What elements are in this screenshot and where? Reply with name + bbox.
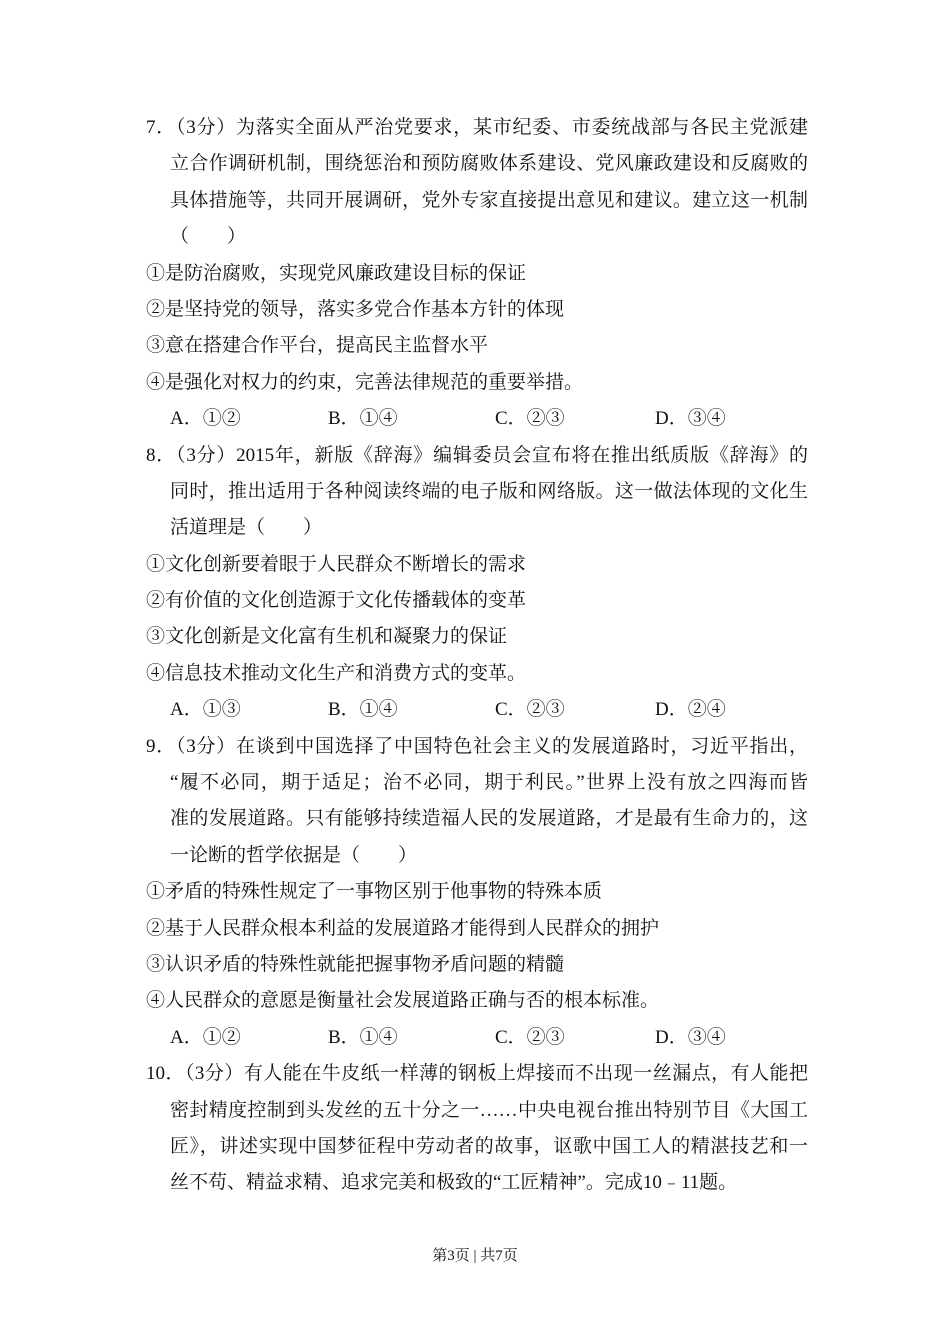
question-8 bbox=[146, 438, 808, 729]
question-text: 准的发展道路。只有能够持续造福人民的发展道路，才是最有生命力的，这 bbox=[170, 808, 808, 830]
question-9 bbox=[146, 729, 808, 1057]
statement: ①文化创新要着眼于人民群众不断增长的需求 bbox=[146, 553, 527, 575]
statement: ③文化创新是文化富有生机和凝聚力的保证 bbox=[146, 626, 508, 648]
answer-options bbox=[146, 401, 808, 437]
statement: ④信息技术推动文化生产和消费方式的变革。 bbox=[146, 662, 527, 684]
option-d: D．②④ bbox=[655, 699, 726, 721]
answer-options bbox=[146, 1020, 808, 1056]
statement: ③认识矛盾的特殊性就能把握事物矛盾问题的精髓 bbox=[146, 953, 565, 975]
option-d: D．③④ bbox=[655, 408, 726, 430]
document-body bbox=[146, 110, 808, 1202]
question-text: 10．（3分）有人能在牛皮纸一样薄的钢板上焊接而不出现一丝漏点，有人能把 bbox=[146, 1063, 808, 1085]
option-a: A．①② bbox=[170, 1026, 241, 1048]
option-c: C．②③ bbox=[495, 408, 565, 430]
statement: ③意在搭建合作平台，提高民主监督水平 bbox=[146, 335, 489, 357]
option-a: A．①③ bbox=[170, 699, 241, 721]
statement: ④是强化对权力的约束，完善法律规范的重要举措。 bbox=[146, 371, 584, 393]
page-footer: 第3页 | 共7页 bbox=[432, 1248, 518, 1264]
question-text: 密封精度控制到头发丝的五十分之一……中央电视台推出特别节目《大国工 bbox=[170, 1099, 808, 1121]
question-text: 9．（3分）在谈到中国选择了中国特色社会主义的发展道路时，习近平指出， bbox=[146, 735, 808, 757]
statement: ②是坚持党的领导，落实多党合作基本方针的体现 bbox=[146, 298, 565, 320]
option-a: A．①② bbox=[170, 408, 241, 430]
answer-blank: （ ） bbox=[170, 226, 247, 248]
question-text: 一论断的哲学依据是（ ） bbox=[170, 844, 418, 866]
question-text: 立合作调研机制，围绕惩治和预防腐败体系建设、党风廉政建设和反腐败的 bbox=[170, 153, 808, 175]
question-text: 同时，推出适用于各种阅读终端的电子版和网络版。这一做法体现的文化生 bbox=[170, 480, 808, 502]
option-c: C．②③ bbox=[495, 699, 565, 721]
statement: ①矛盾的特殊性规定了一事物区别于他事物的特殊本质 bbox=[146, 881, 603, 903]
option-b: B．①④ bbox=[328, 1026, 398, 1048]
question-text: 活道理是（ ） bbox=[170, 517, 323, 539]
statement: ②基于人民群众根本利益的发展道路才能得到人民群众的拥护 bbox=[146, 917, 660, 939]
question-10 bbox=[146, 1056, 808, 1202]
question-text: 7．（3分）为落实全面从严治党要求，某市纪委、市委统战部与各民主党派建 bbox=[146, 117, 808, 138]
question-text: 8．（3分）2015年，新版《辞海》编辑委员会宣布将在推出纸质版《辞海》的 bbox=[146, 444, 808, 466]
question-text: 匠》，讲述实现中国梦征程中劳动者的故事，讴歌中国工人的精湛技艺和一 bbox=[170, 1135, 808, 1157]
question-text: “履不必同，期于适足；治不必同，期于利民。”世界上没有放之四海而皆 bbox=[170, 772, 808, 794]
question-text: 丝不苟、精益求精、追求完美和极致的“工匠精神”。完成10﹣11题。 bbox=[170, 1172, 738, 1194]
option-b: B．①④ bbox=[328, 699, 398, 721]
option-d: D．③④ bbox=[655, 1026, 726, 1048]
statement: ①是防治腐败，实现党风廉政建设目标的保证 bbox=[146, 262, 527, 284]
question-text: 具体措施等，共同开展调研，党外专家直接提出意见和建议。建立这一机制 bbox=[170, 189, 808, 211]
option-c: C．②③ bbox=[495, 1026, 565, 1048]
option-b: B．①④ bbox=[328, 408, 398, 430]
answer-options bbox=[146, 692, 808, 728]
statement: ②有价值的文化创造源于文化传播载体的变革 bbox=[146, 590, 527, 612]
question-7 bbox=[146, 110, 808, 438]
statement: ④人民群众的意愿是衡量社会发展道路正确与否的根本标准。 bbox=[146, 990, 660, 1012]
